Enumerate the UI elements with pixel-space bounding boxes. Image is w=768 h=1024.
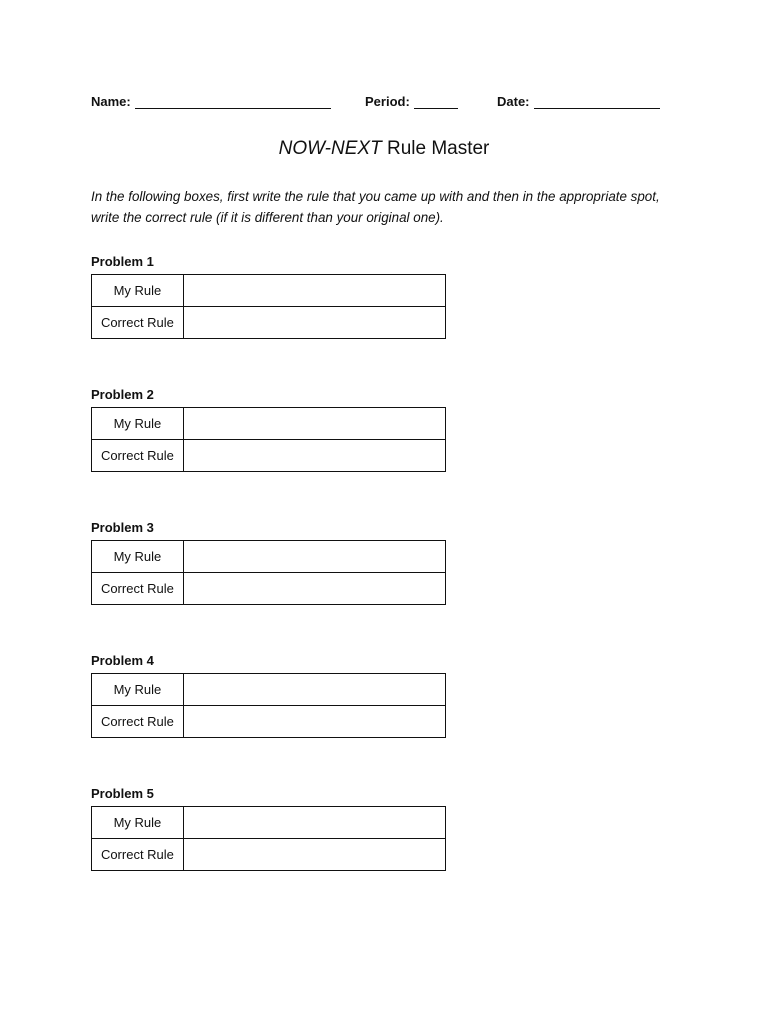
title-rest: Rule Master (381, 138, 490, 159)
my-rule-row (92, 807, 446, 839)
my-rule-row (92, 275, 446, 307)
header-fields (91, 94, 681, 114)
my-rule-answer-cell[interactable] (183, 541, 445, 573)
my-rule-answer-cell[interactable] (183, 807, 445, 839)
my-rule-answer-cell[interactable] (183, 408, 445, 440)
correct-rule-row (92, 839, 446, 871)
problem-label: Problem 4 (91, 653, 154, 668)
problem-5 (91, 787, 451, 871)
my-rule-label: My Rule (92, 275, 184, 307)
problem-1 (91, 255, 451, 339)
correct-rule-answer-cell[interactable] (183, 706, 445, 738)
correct-rule-row (92, 706, 446, 738)
period-label: Period: (365, 94, 410, 109)
my-rule-row (92, 674, 446, 706)
my-rule-label: My Rule (92, 408, 184, 440)
problem-2 (91, 388, 451, 472)
period-field (365, 94, 458, 109)
correct-rule-row (92, 440, 446, 472)
correct-rule-row (92, 573, 446, 605)
name-blank-line[interactable] (135, 95, 331, 109)
problem-3 (91, 521, 451, 605)
problem-label: Problem 5 (91, 786, 154, 801)
name-field (91, 94, 331, 109)
my-rule-row (92, 408, 446, 440)
problem-label: Problem 3 (91, 520, 154, 535)
rule-table (91, 806, 446, 871)
correct-rule-label: Correct Rule (92, 839, 184, 871)
correct-rule-answer-cell[interactable] (183, 307, 445, 339)
rule-table (91, 407, 446, 472)
my-rule-label: My Rule (92, 674, 184, 706)
correct-rule-label: Correct Rule (92, 307, 184, 339)
rule-table (91, 540, 446, 605)
date-label: Date: (497, 94, 530, 109)
page-title (0, 138, 768, 160)
my-rule-answer-cell[interactable] (183, 674, 445, 706)
title-emphasis: NOW-NEXT (278, 138, 382, 159)
correct-rule-row (92, 307, 446, 339)
date-field (497, 94, 660, 109)
my-rule-row (92, 541, 446, 573)
my-rule-label: My Rule (92, 807, 184, 839)
correct-rule-label: Correct Rule (92, 440, 184, 472)
instructions-text: In the following boxes, first write the rule that you came up with and then in the appropriate spot, write the correct rule (if it is different than your original one). (91, 189, 660, 225)
problem-4 (91, 654, 451, 738)
period-blank-line[interactable] (414, 95, 458, 109)
my-rule-label: My Rule (92, 541, 184, 573)
rule-table (91, 274, 446, 339)
correct-rule-label: Correct Rule (92, 573, 184, 605)
problem-label: Problem 2 (91, 387, 154, 402)
rule-table (91, 673, 446, 738)
correct-rule-answer-cell[interactable] (183, 839, 445, 871)
name-label: Name: (91, 94, 131, 109)
my-rule-answer-cell[interactable] (183, 275, 445, 307)
date-blank-line[interactable] (534, 95, 660, 109)
problem-label: Problem 1 (91, 254, 154, 269)
correct-rule-label: Correct Rule (92, 706, 184, 738)
correct-rule-answer-cell[interactable] (183, 573, 445, 605)
correct-rule-answer-cell[interactable] (183, 440, 445, 472)
